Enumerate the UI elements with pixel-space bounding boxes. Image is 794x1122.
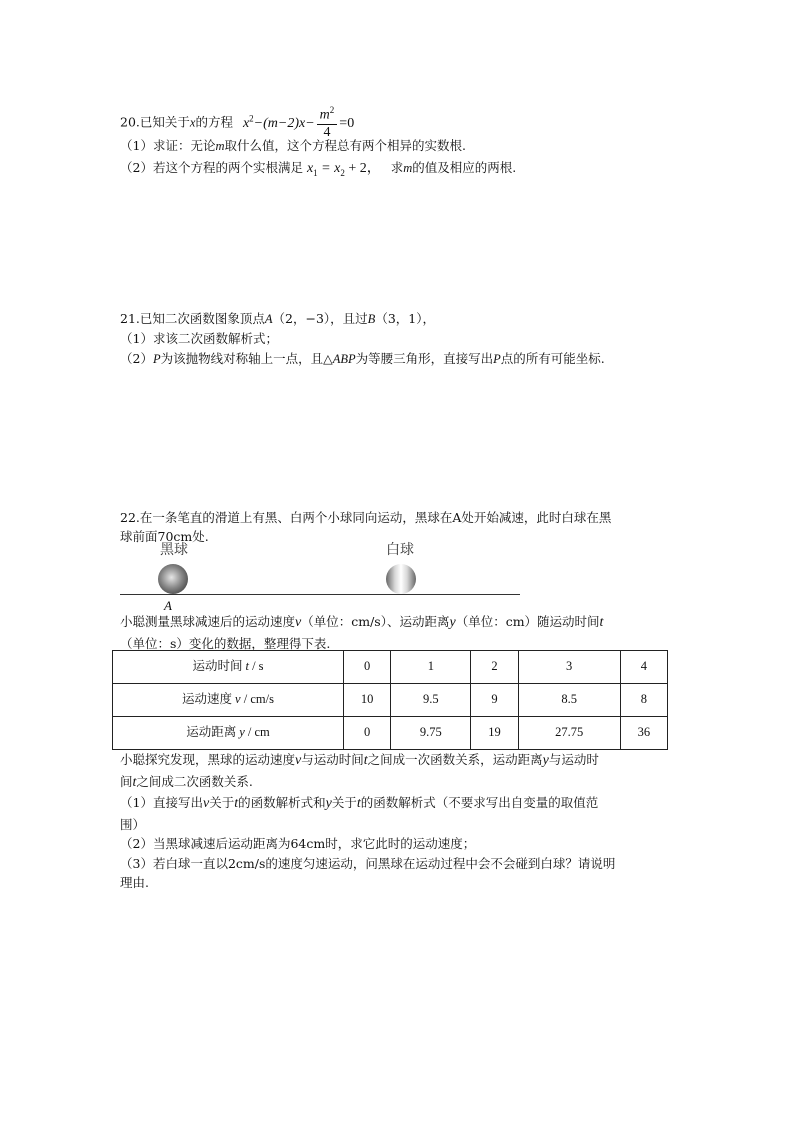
table-cell: 9.5 — [391, 684, 471, 717]
q22-part3-line2: 理由. — [120, 875, 149, 891]
q20-stem — [120, 100, 680, 141]
q22-intro-c: （单位：cm）随运动时间 — [455, 614, 600, 629]
q22-part2: （2）当黑球减速后运动距离为64cm时，求它此时的运动速度； — [120, 836, 476, 852]
q22-intro-a: 小聪测量黑球减速后的运动速度 — [120, 614, 296, 629]
question-20 — [120, 100, 680, 181]
q21-p2-prefix: （2） — [120, 350, 153, 366]
row-label-var: t — [245, 659, 249, 674]
q22-part3-line1: （3）若白球一直以2cm/s的速度匀速运动，问黑球在运动过程中会不会碰到白球？请说明 — [120, 855, 616, 871]
q20-stem-prefix: 20.已知关于 — [120, 114, 190, 130]
q21-p2-abp: ABP — [332, 351, 356, 366]
q20-fraction: $\frac{m^2}{4}$ — [317, 105, 338, 142]
table-cell: 9.75 — [391, 717, 471, 750]
table-cell: 0 — [344, 651, 391, 684]
point-a-label: A — [164, 598, 172, 613]
q22-intro-b: （单位：cm/s）、运动距离 — [301, 614, 450, 629]
q22-intro-y: y — [449, 615, 456, 630]
row-label-unit: / cm/s — [240, 692, 274, 707]
table-cell: 4 — [620, 651, 667, 684]
row-label-text: 运动速度 — [182, 692, 233, 707]
q21-point-a: A — [264, 312, 273, 326]
q22-intro-t: t — [599, 615, 604, 630]
q20-p1-prefix: （1）求证：无论 — [120, 138, 216, 153]
table-cell: 8.5 — [518, 684, 620, 717]
q20-part2 — [120, 158, 680, 181]
table-row — [113, 651, 668, 684]
q21-stem-prefix: 21.已知二次函数图象顶点 — [120, 311, 265, 326]
q21-part1: （1）求该二次函数解析式； — [120, 331, 278, 347]
p1-v: v — [202, 796, 210, 812]
table-cell: 9 — [471, 684, 518, 717]
q21-p2-suffix: 点的所有可能坐标. — [500, 350, 605, 366]
q22-intro-line2: （单位：s）变化的数据，整理得下表. — [120, 635, 331, 651]
label-white-ball: 白球 — [386, 542, 414, 558]
q20-frac-num: m — [319, 107, 330, 123]
q22-part1-line2: 围） — [120, 817, 146, 833]
q21-part2 — [120, 349, 680, 369]
table-cell: 1 — [391, 651, 471, 684]
black-ball — [158, 564, 188, 594]
q22-stem-line1: 22.在一条笔直的滑道上有黑、白两个小球同向运动，黑球在A处开始减速，此时白球在黑 — [120, 510, 612, 525]
table-row-label — [113, 717, 344, 750]
q20-p2-prefix: （2）若这个方程的两个实根满足 — [120, 160, 303, 176]
p1-c: 的函数解析式和 — [238, 795, 326, 811]
q20-cond-x2: = x — [317, 161, 341, 177]
p1-t2: t — [356, 796, 361, 812]
row-label-text: 运动距离 — [186, 725, 237, 740]
q20-p2-suffix: 的值及相应的两根. — [412, 160, 517, 176]
finding-v: v — [295, 753, 302, 768]
table-row — [113, 684, 668, 717]
q21-stem — [120, 309, 680, 329]
table-row-label — [113, 684, 344, 717]
question-21 — [120, 309, 680, 369]
white-ball — [386, 564, 416, 594]
q22-part1-line1 — [120, 793, 680, 815]
q20-cond-tail: + 2， — [344, 161, 381, 177]
q22-intro-v: v — [295, 615, 302, 630]
p1-b: 关于 — [209, 795, 235, 811]
table-row — [113, 717, 668, 750]
table-cell: 3 — [518, 651, 620, 684]
q21-point-b: B — [367, 312, 376, 326]
p1-d: 关于 — [331, 795, 357, 811]
finding-b: 与运动时间 — [301, 752, 364, 767]
q20-eq-tail: =0 — [339, 115, 355, 131]
q20-eq-middle: −(m−2)x− — [253, 115, 315, 131]
q20-cond-x1: x — [306, 161, 314, 177]
q22-intro — [120, 612, 680, 653]
finding-d: 与运动时 — [548, 752, 599, 767]
p1-e: 的函数解析式（不要求写出自变量的取值范 — [360, 795, 599, 811]
finding-line2-b: 之间成二次函数关系. — [136, 773, 253, 789]
finding-y: y — [542, 753, 549, 768]
row-label-text: 运动时间 — [192, 659, 243, 674]
row-label-var: v — [235, 692, 241, 707]
q20-part1 — [120, 136, 680, 156]
table-row-label — [113, 651, 344, 684]
q20-p2-m: m — [403, 161, 413, 176]
q22-intro-line1 — [120, 612, 680, 634]
q21-p2-mid1: 为该抛物线对称轴上一点，且△ — [160, 350, 333, 366]
q21-p2-p2: P — [493, 351, 501, 366]
track-line — [120, 594, 520, 595]
finding-a: 小聪探究发现，黑球的运动速度 — [120, 752, 296, 767]
table-cell: 27.75 — [518, 717, 620, 750]
table-cell: 8 — [620, 684, 667, 717]
table-cell: 36 — [620, 717, 667, 750]
p1-t: t — [234, 796, 239, 812]
ball-diagram — [120, 540, 540, 615]
row-label-unit: / cm — [244, 725, 270, 740]
p1-a: （1）直接写出 — [120, 795, 203, 811]
q22-finding-line2 — [120, 772, 680, 794]
finding-c: 之间成一次函数关系，运动距离 — [367, 752, 543, 767]
q20-p1-suffix: 取什么值，这个方程总有两个相异的实数根. — [224, 138, 466, 153]
table-cell: 2 — [471, 651, 518, 684]
q20-stem-mid: 的方程 — [195, 114, 233, 130]
q21-a-coords: （2，−3），且过 — [272, 311, 368, 326]
row-label-unit: / s — [248, 659, 264, 674]
q22-parts — [120, 750, 680, 893]
q21-p2-mid2: 为等腰三角形，直接写出 — [355, 350, 494, 366]
q20-p2-mid: 求 — [390, 160, 404, 176]
q21-p2-p: P — [152, 351, 161, 366]
q20-p1-m: m — [215, 139, 225, 153]
table-body — [113, 651, 668, 750]
q20-eq-x: x — [242, 115, 250, 131]
q20-var-x: x — [189, 115, 196, 130]
table-cell: 0 — [344, 717, 391, 750]
q22-stem-line2: 球前面70cm处. — [120, 529, 209, 545]
q22-finding-line1 — [120, 750, 680, 772]
table-cell: 10 — [344, 684, 391, 717]
finding-line2-a: 间 — [120, 773, 133, 789]
p1-y: y — [325, 796, 332, 812]
motion-data-table — [112, 650, 668, 750]
q20-equation: $x^2-(m-2)x-$ $\frac{m^2}{4}$ =0 — [242, 104, 355, 141]
q20-condition: $x_1 = x_2 + 2$， — [306, 161, 381, 179]
label-black-ball: 黑球 — [160, 542, 188, 558]
q21-b-coords: （3，1）， — [375, 311, 435, 326]
q20-frac-den: 4 — [323, 125, 331, 141]
finding-line2-t: t — [132, 774, 137, 790]
row-label-var: y — [239, 725, 245, 740]
table-cell: 19 — [471, 717, 518, 750]
finding-t: t — [363, 753, 368, 768]
